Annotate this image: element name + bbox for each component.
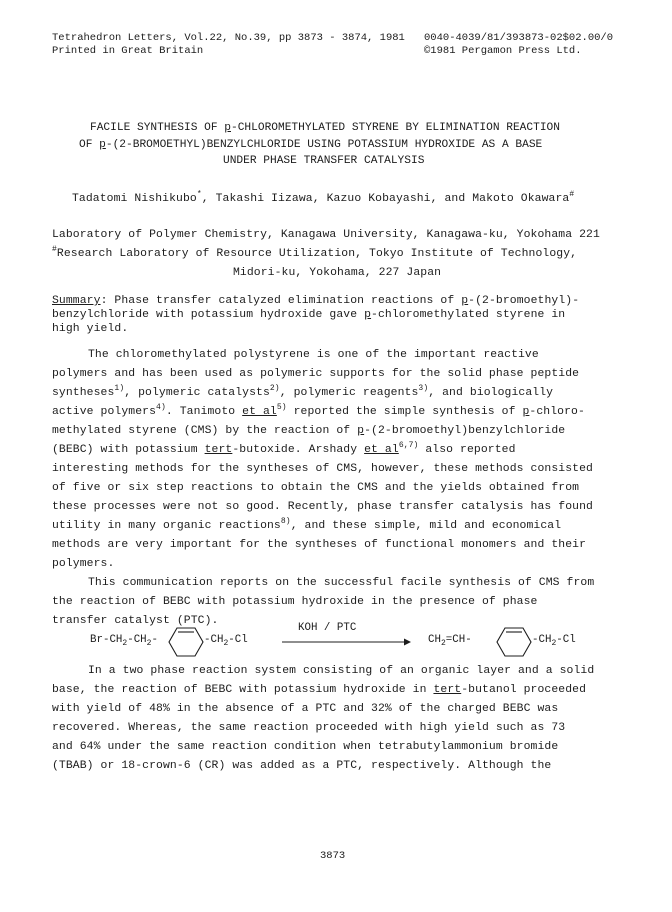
para1-line-7: interesting methods for the syntheses of CMS, however, these methods consisted xyxy=(52,463,593,475)
benzene-ring-product xyxy=(496,626,532,658)
reaction-conditions: KOH / PTC xyxy=(298,622,357,634)
para1-line-5: methylated styrene (CMS) by the reaction of p-(2-bromoethyl)benzylchloride xyxy=(52,425,566,437)
page-number: 3873 xyxy=(320,850,346,862)
reactant-right-group: $-CH_2-Cl$ xyxy=(204,634,248,649)
article-code: 0040-4039/81/393873-02$02.00/0 xyxy=(424,32,614,44)
paper-title-line-1: FACILE SYNTHESIS OF p-CHLOROMETHYLATED STYRENE BY ELIMINATION REACTION xyxy=(90,122,560,134)
paper-title-line-2: OF p-(2-BROMOETHYL)BENZYLCHLORIDE USING POTASSIUM HYDROXIDE AS A BASE xyxy=(79,139,543,151)
para1-line-9: these processes were not so good. Recently, phase transfer catalysis has found xyxy=(52,501,593,513)
para1-line-6: (BEBC) with potassium tert-butoxide. Arshady et al$^{6,7)}$ also reported xyxy=(52,441,516,456)
para1-line-11: methods are very important for the syntheses of functional monomers and their xyxy=(52,539,587,551)
product-right-group: $-CH_2-Cl$ xyxy=(532,634,576,649)
affiliation-2: #Research Laboratory of Resource Utilization, Tokyo Institute of Technology, xyxy=(52,245,578,260)
reaction-arrow xyxy=(282,637,412,647)
copyright: ©1981 Pergamon Press Ltd. xyxy=(424,45,582,57)
paper-title-line-3: UNDER PHASE TRANSFER CATALYSIS xyxy=(223,155,425,167)
para3-line-3: with yield of 48% in the absence of a PTC and 32% of the charged BEBC was xyxy=(52,703,559,715)
summary-line-2: benzylchloride with potassium hydroxide gave p-chloromethylated styrene in xyxy=(52,309,566,321)
journal-citation: Tetrahedron Letters, Vol.22, No.39, pp 3873 - 3874, 1981 xyxy=(52,32,405,44)
para3-line-4: recovered. Whereas, the same reaction proceeded with high yield such as 73 xyxy=(52,722,566,734)
summary-line-3: high yield. xyxy=(52,323,129,335)
para2-line-3: transfer catalyst (PTC). xyxy=(52,615,219,627)
affiliation-2-city: Midori-ku, Yokohama, 227 Japan xyxy=(233,267,442,279)
reactant-left-group: $Br-CH_2-CH_2-$ xyxy=(90,634,158,649)
author-list: Tadatomi Nishikubo*, Takashi Iizawa, Kazuo Kobayashi, and Makoto Okawara# xyxy=(72,190,575,205)
para2-line-2: the reaction of BEBC with potassium hydroxide in the presence of phase xyxy=(52,596,538,608)
para3-line-6: (TBAB) or 18-crown-6 (CR) was added as a PTC, respectively. Although the xyxy=(52,760,552,772)
para1-line-1: The chloromethylated polystyrene is one of the important reactive xyxy=(88,349,539,361)
para1-line-2: polymers and has been used as polymeric supports for the solid phase peptide xyxy=(52,368,580,380)
para3-line-2: base, the reaction of BEBC with potassium hydroxide in tert-butanol proceeded xyxy=(52,684,587,696)
printed-in: Printed in Great Britain xyxy=(52,45,204,57)
summary-line-1: Summary: Phase transfer catalyzed elimination reactions of p-(2-bromoethyl)- xyxy=(52,295,580,307)
para1-line-4: active polymers$^{4)}$. Tanimoto et $al^{5)}$ reported the simple synthesis of p-chloro- xyxy=(52,403,585,418)
para3-line-5: and 64% under the same reaction condition when tetrabutylammonium bromide xyxy=(52,741,559,753)
para1-line-3: syntheses$^{1)}$, polymeric catalysts$^{2)}$, polymeric reagents$^{3)}$, and biologically xyxy=(52,384,554,399)
para1-line-8: of five or six step reactions to obtain the CMS and the yields obtained from xyxy=(52,482,580,494)
para1-line-10: utility in many organic reactions$^{8)}$, and these simple, mild and economical xyxy=(52,517,562,532)
para3-line-1: In a two phase reaction system consisting of an organic layer and a solid xyxy=(88,665,595,677)
product-left-group: $CH_2=CH-$ xyxy=(428,634,472,649)
benzene-ring-reactant xyxy=(168,626,204,658)
para1-line-12: polymers. xyxy=(52,558,115,570)
para2-line-1: This communication reports on the successful facile synthesis of CMS from xyxy=(88,577,595,589)
affiliation-1: Laboratory of Polymer Chemistry, Kanagawa University, Kanagawa-ku, Yokohama 221 xyxy=(52,229,600,241)
